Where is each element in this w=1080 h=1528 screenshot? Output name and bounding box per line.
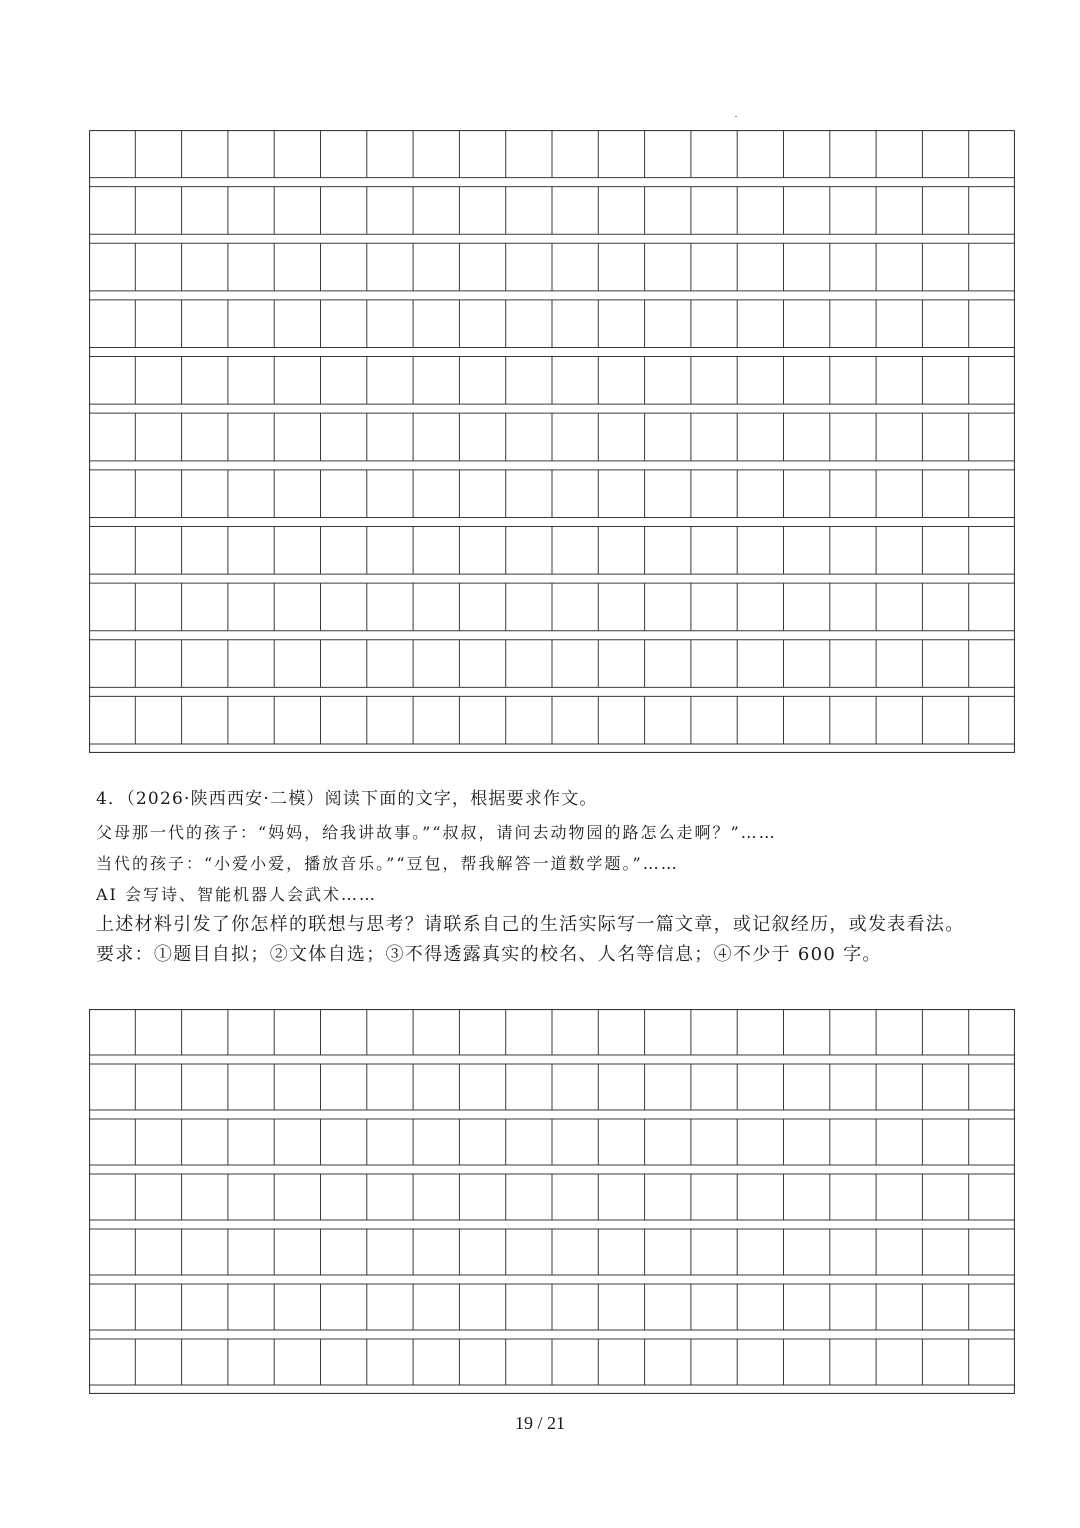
composition-grid-bottom bbox=[89, 1009, 1015, 1394]
question-header bbox=[96, 786, 996, 814]
page-number: 19 / 21 bbox=[514, 1413, 565, 1433]
question-source: （2026·陕西西安·二模） bbox=[126, 789, 325, 809]
writing-requirements: 要求：①题目自拟；②文体自选；③不得透露真实的校名、人名等信息；④不少于 600 字。 bbox=[96, 944, 882, 965]
writing-prompt: 上述材料引发了你怎样的联想与思考？请联系自己的生活实际写一篇文章，或记叙经历，或发表看法。 bbox=[96, 914, 965, 935]
stray-dot-mark bbox=[735, 116, 737, 117]
question-instruction: 阅读下面的文字，根据要求作文。 bbox=[324, 789, 598, 809]
material-line-ai: AI 会写诗、智能机器人会武术…… bbox=[96, 885, 377, 904]
question-block bbox=[96, 786, 996, 968]
composition-grid-top bbox=[89, 130, 1015, 753]
material-line-parents-generation: 父母那一代的孩子：“妈妈，给我讲故事。”“叔叔，请问去动物园的路怎么走啊？”…… bbox=[96, 823, 777, 842]
question-number: 4． bbox=[96, 789, 127, 809]
material-line-current-generation: 当代的孩子：“小爱小爱，播放音乐。”“豆包，帮我解答一道数学题。”…… bbox=[96, 854, 679, 873]
